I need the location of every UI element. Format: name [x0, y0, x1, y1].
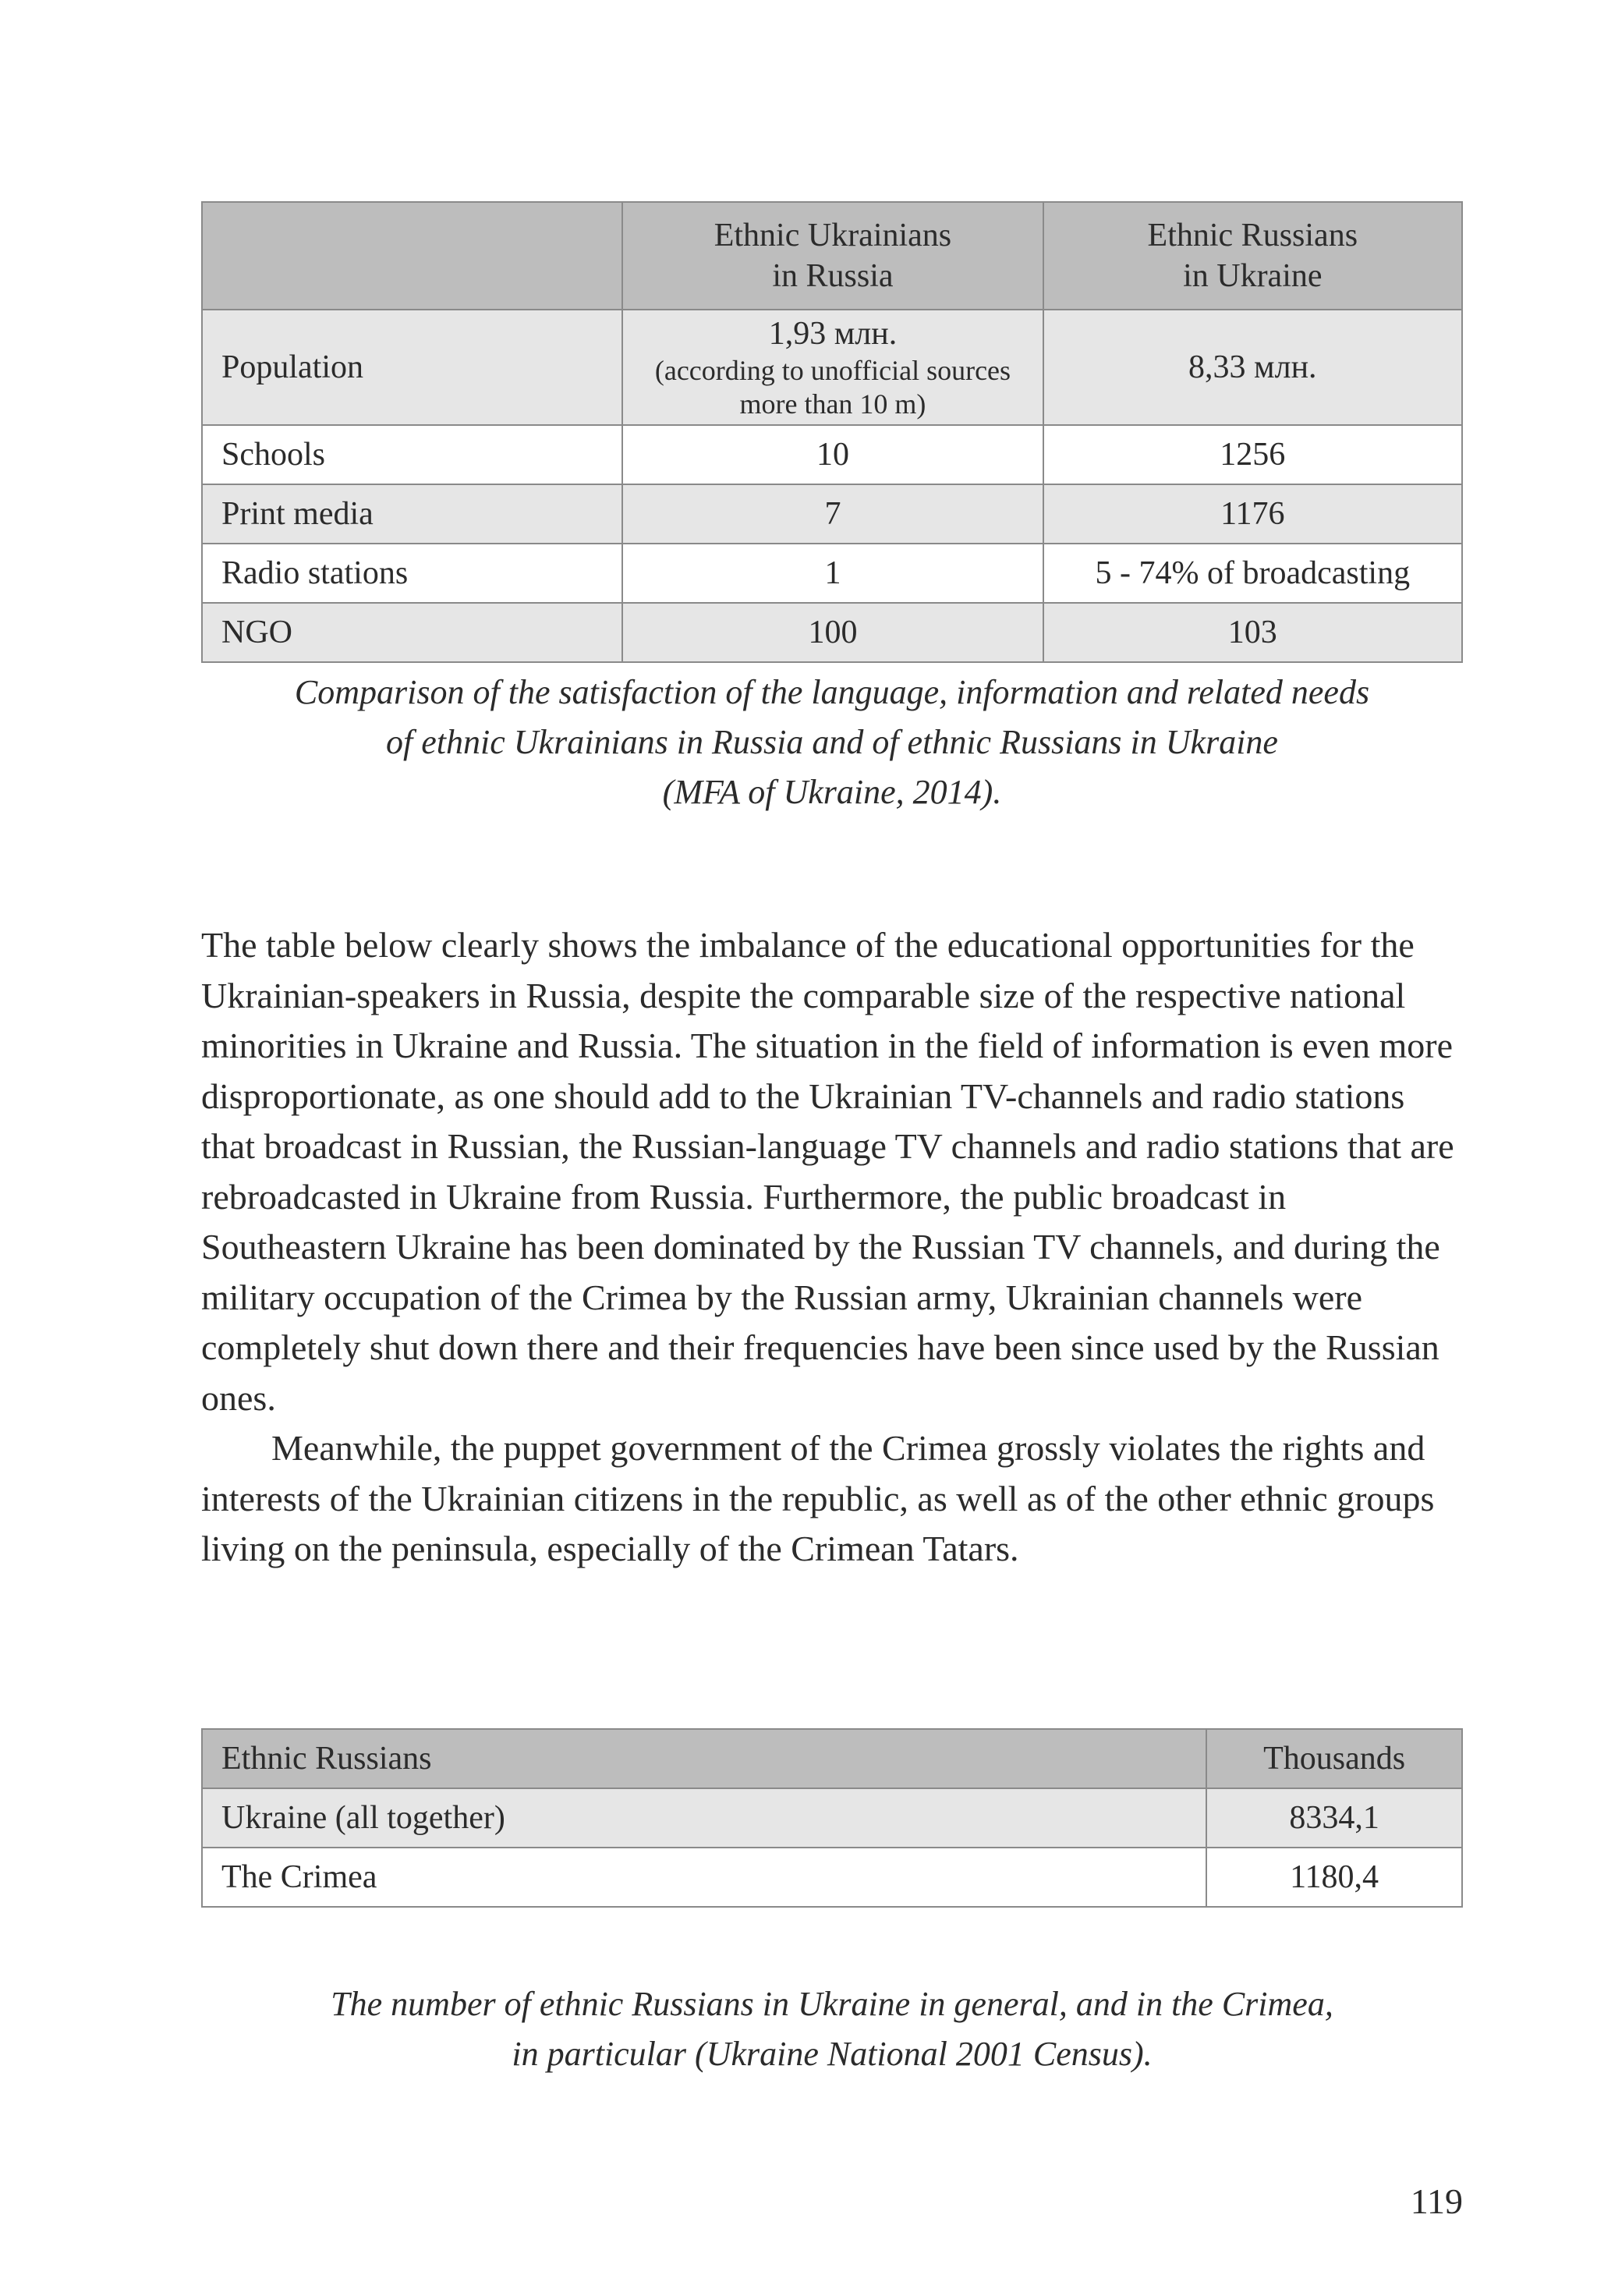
ukrainians-value: 1	[622, 544, 1043, 603]
population-ukrainians-cell	[622, 310, 1043, 425]
comparison-table	[201, 201, 1463, 663]
table-row-population	[202, 310, 1462, 425]
row-value: 8334,1	[1206, 1788, 1462, 1848]
ukrainians-value: 10	[622, 425, 1043, 484]
census-table	[201, 1728, 1463, 1908]
body-text	[201, 920, 1463, 1575]
row-label: Ukraine (all together)	[202, 1788, 1206, 1848]
russians-value: 5 - 74% of broadcasting	[1043, 544, 1462, 603]
table-header-row	[202, 1729, 1462, 1788]
header-line: Ethnic Russians	[1147, 217, 1358, 253]
russians-value: 1176	[1043, 484, 1462, 544]
ukrainians-value: 7	[622, 484, 1043, 544]
table2-caption	[201, 1979, 1463, 2079]
population-note: (according to unofficial sources	[654, 355, 1011, 387]
table-row	[202, 1848, 1462, 1907]
russians-value: 103	[1043, 603, 1462, 662]
header-ukrainians-in-russia	[622, 202, 1043, 310]
header-thousands: Thousands	[1206, 1729, 1462, 1788]
caption-line: (MFA of Ukraine, 2014).	[662, 773, 1002, 811]
table-row	[202, 603, 1462, 662]
population-value: 1,93 млн.	[768, 315, 898, 352]
header-line: in Russia	[772, 258, 894, 294]
paragraph: Meanwhile, the puppet government of the Crimea grossly violates the rights and interests of the Ukrainian citizens in the republic, as well as of the other ethnic groups living on the peninsula, especially of the Crimean Tatars.	[201, 1428, 1435, 1568]
row-label: The Crimea	[202, 1848, 1206, 1907]
population-russians-cell: 8,33 млн.	[1043, 310, 1462, 425]
header-ethnic-russians: Ethnic Russians	[202, 1729, 1206, 1788]
row-label: Population	[202, 310, 622, 425]
russians-value: 1256	[1043, 425, 1462, 484]
caption-line: Comparison of the satisfaction of the language, information and related needs	[294, 673, 1370, 711]
row-label: Radio stations	[202, 544, 622, 603]
row-label: Schools	[202, 425, 622, 484]
table-row	[202, 484, 1462, 544]
paragraph: The table below clearly shows the imbalance of the educational opportunities for the Ukrainian-speakers in Russia, despite the comparable size of the respective national minorities in Ukraine and Russia. The situation in the field of information is even more disproportionate, as one should add to the Ukrainian TV-channels and radio stations that broadcast in Russian, the Russian-language TV channels and radio stations that are rebroadcasted in Ukraine from Russia. Furthermore, the public broadcast in Southeastern Ukraine has been dominated by the Russian TV channels, and during the military occupation of the Crimea by the Russian army, Ukrainian channels were completely shut down there and their frequencies have been since used by the Russian ones.	[201, 925, 1454, 1418]
row-label: Print media	[202, 484, 622, 544]
header-empty-cell	[202, 202, 622, 310]
caption-line: in particular (Ukraine National 2001 Census).	[512, 2035, 1153, 2073]
table-row	[202, 544, 1462, 603]
header-line: in Ukraine	[1183, 258, 1323, 294]
row-value: 1180,4	[1206, 1848, 1462, 1907]
page-number: 119	[1410, 2181, 1463, 2221]
table1-caption	[201, 668, 1463, 817]
table-row	[202, 1788, 1462, 1848]
population-note: more than 10 m)	[739, 388, 926, 420]
table-header-row	[202, 202, 1462, 310]
caption-line: of ethnic Ukrainians in Russia and of ethnic Russians in Ukraine	[386, 723, 1278, 761]
row-label: NGO	[202, 603, 622, 662]
header-russians-in-ukraine	[1043, 202, 1462, 310]
header-line: Ethnic Ukrainians	[714, 217, 952, 253]
ukrainians-value: 100	[622, 603, 1043, 662]
caption-line: The number of ethnic Russians in Ukraine in general, and in the Crimea,	[331, 1985, 1333, 2023]
table-row	[202, 425, 1462, 484]
